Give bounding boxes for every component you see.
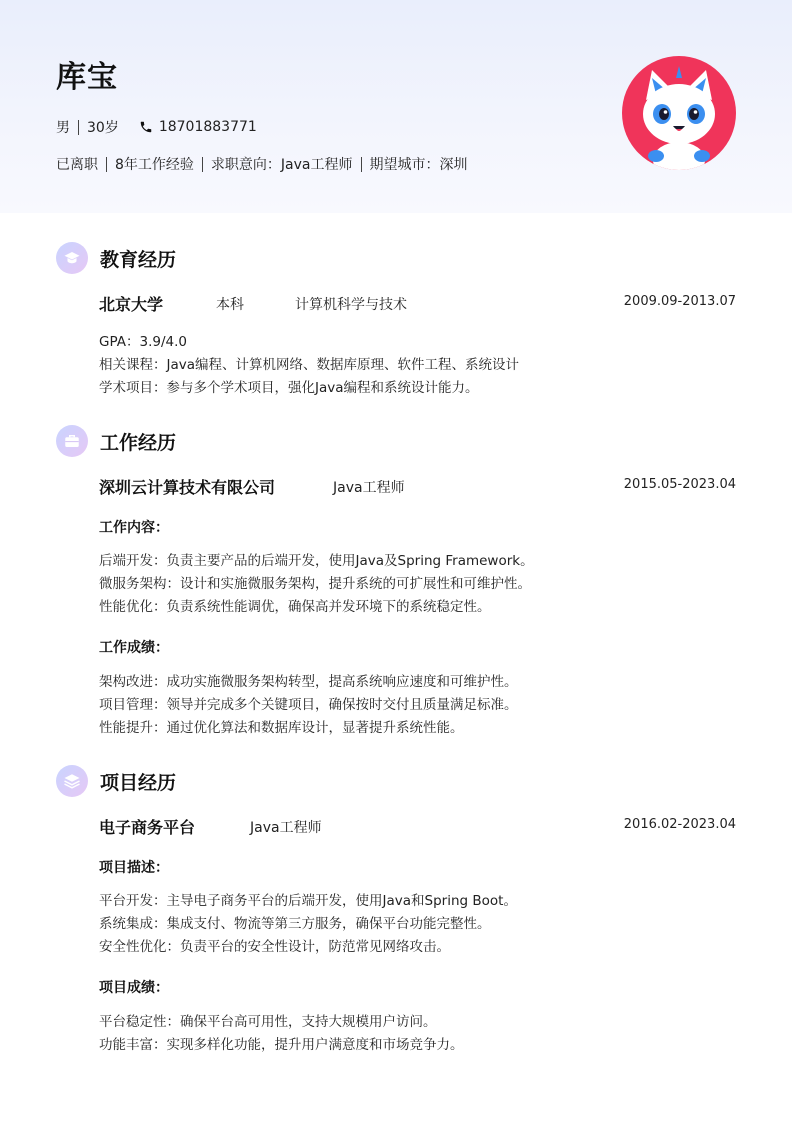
project-achievement-list — [99, 1011, 736, 1057]
avatar — [622, 56, 736, 170]
project-achievement-title: 项目成绩： — [99, 980, 169, 996]
list-item: 系统集成：集成支付、物流等第三方服务，确保平台功能完整性。 — [99, 916, 491, 932]
project-title: 项目经历 — [100, 771, 177, 794]
list-item: 性能优化：负责系统性能调优，确保高并发环境下的系统稳定性。 — [99, 599, 491, 615]
list-item: 安全性优化：负责平台的安全性设计，防范常见网络攻击。 — [99, 939, 450, 955]
list-item: 性能提升：通过优化算法和数据库设计，显著提升系统性能。 — [99, 720, 464, 736]
education-date: 2009.09-2013.07 — [623, 294, 736, 309]
gender: 男 — [56, 120, 70, 136]
list-item: 架构改进：成功实施微服务架构转型，提高系统响应速度和可维护性。 — [99, 674, 518, 690]
degree: 本科 — [216, 297, 244, 313]
work-entry — [99, 475, 736, 497]
list-item: 学术项目：参与多个学术项目，强化Java编程和系统设计能力。 — [99, 380, 479, 396]
project-date: 2016.02-2023.04 — [623, 817, 736, 832]
list-item: 相关课程：Java编程、计算机网络、数据库原理、软件工程、系统设计 — [99, 357, 520, 373]
work-section-header — [56, 425, 176, 457]
employment-status: 已离职 — [56, 157, 98, 173]
company-name: 深圳云计算技术有限公司 — [99, 478, 276, 497]
phone-number[interactable]: 18701883771 — [158, 119, 257, 135]
list-item: 平台稳定性：确保平台高可用性，支持大规模用户访问。 — [99, 1014, 437, 1030]
work-content-list — [99, 550, 736, 619]
list-item: 后端开发：负责主要产品的后端开发，使用Java及Spring Framework。 — [99, 553, 534, 569]
list-item: 平台开发：主导电子商务平台的后端开发，使用Java和Spring Boot。 — [99, 893, 517, 909]
work-content-title: 工作内容： — [99, 520, 169, 536]
age: 30岁 — [87, 120, 119, 136]
education-section-header — [56, 242, 176, 274]
project-entry — [99, 815, 736, 837]
resume-header — [0, 0, 792, 213]
divider — [202, 157, 203, 172]
work-role: Java工程师 — [333, 480, 405, 496]
project-section-header — [56, 765, 176, 797]
basic-info-row — [56, 117, 257, 137]
expected-city: 期望城市：深圳 — [369, 157, 468, 173]
school-name: 北京大学 — [99, 295, 164, 314]
major: 计算机科学与技术 — [295, 297, 407, 313]
education-title: 教育经历 — [100, 248, 177, 271]
list-item: 项目管理：领导并完成多个关键项目，确保按时交付且质量满足标准。 — [99, 697, 518, 713]
work-achievement-list — [99, 671, 736, 740]
work-experience: 8年工作经验 — [115, 157, 194, 173]
divider — [106, 157, 107, 172]
work-date: 2015.05-2023.04 — [623, 477, 736, 492]
divider — [78, 120, 79, 135]
education-entry — [99, 292, 736, 314]
list-item: GPA：3.9/4.0 — [99, 334, 187, 350]
project-role: Java工程师 — [250, 820, 322, 836]
work-title: 工作经历 — [100, 431, 177, 454]
briefcase-icon — [56, 425, 88, 457]
project-desc-list — [99, 890, 736, 959]
divider — [361, 157, 362, 172]
job-info-row — [56, 154, 468, 174]
project-name: 电子商务平台 — [99, 818, 196, 837]
graduation-cap-icon — [56, 242, 88, 274]
layers-icon — [56, 765, 88, 797]
list-item: 微服务架构：设计和实施微服务架构，提升系统的可扩展性和可维护性。 — [99, 576, 531, 592]
project-desc-title: 项目描述： — [99, 860, 169, 876]
candidate-name: 库宝 — [56, 60, 118, 95]
cat-mascot-avatar — [622, 56, 736, 170]
phone-icon — [139, 120, 153, 134]
work-achievement-title: 工作成绩： — [99, 640, 169, 656]
job-intention: 求职意向：Java工程师 — [210, 157, 353, 173]
education-details — [99, 331, 736, 400]
list-item: 功能丰富：实现多样化功能，提升用户满意度和市场竞争力。 — [99, 1037, 464, 1053]
